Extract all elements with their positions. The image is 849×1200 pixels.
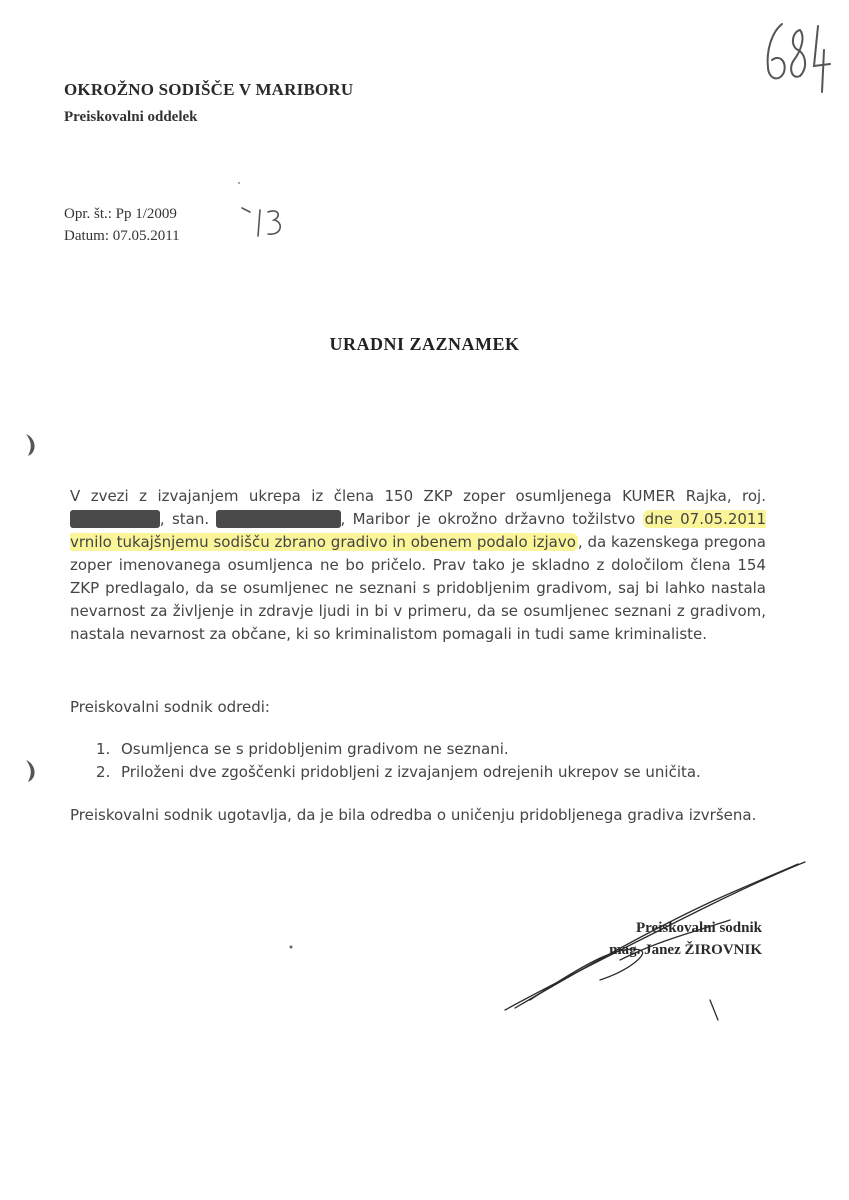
decree-list	[96, 738, 701, 784]
list-item: 1. Osumljenca se s pridobljenim gradivom ne seznani.	[96, 740, 509, 758]
court-header	[64, 80, 353, 126]
speck-icon	[288, 944, 294, 950]
final-paragraph: Preiskovalni sodnik ugotavlja, da je bila odredba o uničenju pridobljenega gradiva izvršena.	[70, 806, 757, 824]
court-name: OKROŽNO SODIŠČE V MARIBORU	[64, 80, 354, 99]
paragraph-text-4: , da kazenskega pregona zoper imenovanega osumljenca ne bo pričelo. Prav tako je skladno z določilom člena 154 ZKP predlagalo, da se osumljenec ne seznani s pridobljenim gradivom, saj bi lahko nastala nevarnost za življenje in zdravje ljudi in bi v primeru, da se osumljenec seznani z gradivom, nastala nevarnost za občane, ki so kriminalistom pomagali in tudi same kriminaliste.	[70, 533, 766, 643]
highlighted-text: dne 07.05.2011 vrnilo tukajšnjemu sodišču zbrano gradivo in obenem podalo izjavo	[70, 510, 766, 551]
body-paragraph	[70, 485, 766, 646]
paragraph-text-2: , stan.	[159, 510, 217, 528]
punch-hole-icon	[22, 758, 40, 784]
handwritten-signature-icon	[500, 850, 820, 1030]
case-number: Opr. št.: Pp 1/2009	[64, 206, 177, 222]
document-date: Datum: 07.05.2011	[64, 228, 180, 244]
list-item: 2. Priloženi dve zgoščenki pridobljeni z izvajanjem odrejenih ukrepov se uničita.	[96, 763, 701, 781]
punch-hole-icon	[22, 432, 40, 458]
paragraph-text-3: , Maribor je okrožno državno tožilstvo	[340, 510, 643, 528]
decree-intro: Preiskovalni sodnik odredi:	[70, 698, 270, 716]
margin-mark-icon	[238, 202, 288, 238]
signature-name: mag. Janez ŽIROVNIK	[609, 942, 762, 958]
redacted-address: Pohorska ul. 53	[218, 510, 339, 528]
paragraph-text-1: V zvezi z izvajanjem ukrepa iz člena 150 ZKP zoper osumljenega KUMER Rajka, roj.	[70, 487, 766, 505]
signature-role: Preiskovalni sodnik	[635, 920, 762, 936]
court-department: Preiskovalni oddelek	[64, 109, 198, 125]
handwritten-page-number-icon	[760, 10, 835, 95]
speck-icon	[236, 180, 242, 186]
redacted-birth-date: 21.07.1955	[72, 510, 158, 528]
document-title: URADNI ZAZNAMEK	[329, 334, 520, 354]
case-meta	[64, 203, 180, 247]
